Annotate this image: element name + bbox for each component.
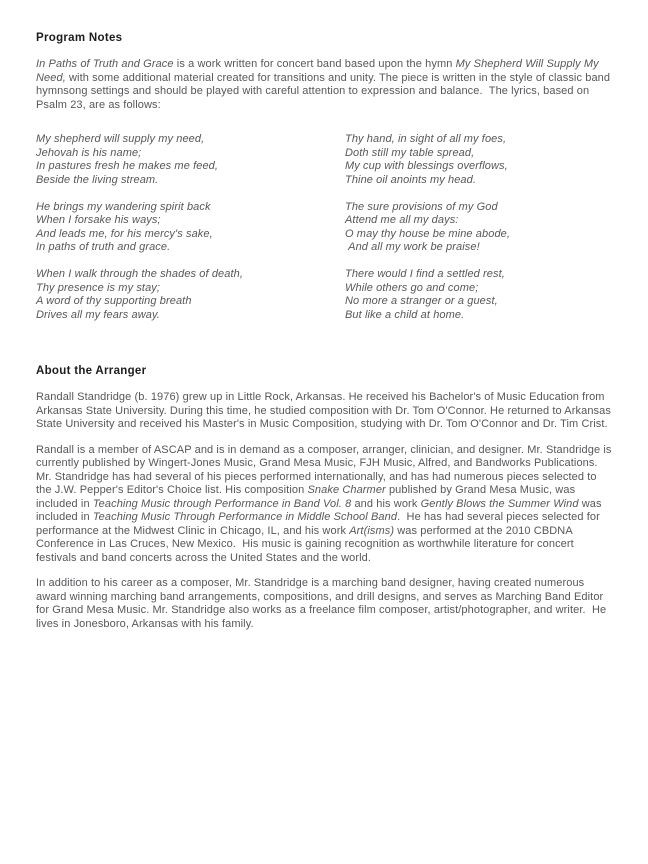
- program-notes-intro: [36, 58, 612, 112]
- lyrics-column-right: [345, 133, 612, 322]
- text-segment: was included in: [36, 497, 605, 523]
- lyrics-line: A word of thy supporting breath: [36, 295, 192, 307]
- lyrics-line: Thy presence is my stay;: [36, 281, 161, 294]
- lyrics-line: He brings my wandering spirit back: [36, 200, 211, 213]
- text-segment: was performed at the 2010 CBDNA Conference in Las Cruces, New Mexico. His music is gaining recognition as worthwhile literature for concert festivals and band concerts across the United States and the world.: [36, 524, 577, 564]
- lyrics-line: My shepherd will supply my need,: [36, 133, 205, 145]
- italic-text-segment: Snake Charmer: [307, 484, 386, 496]
- lyrics-line: And all my work be praise!: [345, 241, 480, 253]
- italic-text-segment: Teaching Music Through Performance in Middle School Band: [92, 511, 398, 523]
- italic-text-segment: My Shepherd Will Supply My Need,: [36, 58, 602, 84]
- lyrics-line: The sure provisions of my God: [345, 200, 498, 213]
- lyrics-line: O may thy house be mine abode,: [345, 227, 511, 240]
- about-arranger-heading: About the Arranger: [36, 365, 147, 377]
- lyrics-stanza: [345, 268, 612, 322]
- text-segment: and his work: [351, 497, 421, 510]
- text-segment: Randall is a member of ASCAP and is in demand as a composer, arranger, clinician, and designer. Mr. Standridge is currently published by Wingert-Jones Music, Grand Mesa Music, FJH Music, Alfred, and Bandworks Publications. Mr. Standridge has had several of his pieces performed internationally, and has had numerous pieces selected to the J.W. Pepper's Editor's Choice list. His composition: [36, 443, 615, 496]
- lyrics-line: Beside the living stream.: [36, 173, 159, 186]
- lyrics-line: And leads me, for his mercy's sake,: [36, 227, 213, 240]
- italic-text-segment: Art(isms): [349, 524, 395, 537]
- about-paragraph-1: [36, 391, 615, 432]
- text-segment: published by Grand Mesa Music, was included in: [36, 484, 579, 510]
- lyrics-line: Attend me all my days:: [345, 214, 459, 226]
- lyrics-line: When I walk through the shades of death,: [36, 268, 244, 280]
- lyrics-line: While others go and come;: [345, 281, 479, 294]
- lyrics-line: There would I find a settled rest,: [345, 268, 505, 280]
- lyrics-line: Thy hand, in sight of all my foes,: [345, 133, 507, 145]
- lyrics-line: In pastures fresh he makes me feed,: [36, 160, 219, 172]
- lyrics-stanza: [36, 268, 345, 322]
- lyrics-stanza: [345, 133, 612, 187]
- lyrics-line: Thine oil anoints my head.: [345, 173, 477, 186]
- lyrics-stanza: [36, 201, 345, 255]
- text-segment: . He has had several pieces selected for performance at the Midwest Clinic in Chicago, IL, and his work: [36, 511, 604, 537]
- italic-text-segment: In Paths of Truth and Grace: [36, 58, 174, 70]
- lyrics-column-left: [36, 133, 345, 322]
- lyrics-line: Drives all my fears away.: [36, 308, 160, 321]
- program-notes-heading: Program Notes: [36, 32, 123, 44]
- text-segment: Randall Standridge (b. 1976) grew up in Little Rock, Arkansas. He received his Bachelor's of Music Education from Arkansas State University. During this time, he studied composition with Dr. Tom O'Connor. He returned to Arkansas State University and received his Master's in Music Composition, studying with Dr. Tom O'Connor and Dr. Tim Crist.: [36, 391, 615, 430]
- text-segment: with some additional material created for transitions and unity. The piece is written in the style of classic band hymnsong settings and should be played with careful attention to expression and balance. The lyrics, based on Psalm 23, are as follows:: [36, 71, 614, 111]
- lyrics-section: [36, 133, 612, 322]
- about-paragraph-2: [36, 443, 615, 566]
- lyrics-line: When I forsake his ways;: [36, 214, 161, 226]
- about-paragraph-3: [36, 577, 612, 631]
- lyrics-stanza: [36, 133, 345, 187]
- lyrics-stanza: [345, 201, 612, 255]
- lyrics-line: Doth still my table spread,: [345, 146, 475, 159]
- lyrics-line: But like a child at home.: [345, 308, 465, 321]
- italic-text-segment: Teaching Music through Performance in Band Vol. 8: [92, 497, 352, 510]
- lyrics-line: Jehovah is his name;: [36, 146, 142, 159]
- text-segment: In addition to his career as a composer, Mr. Standridge is a marching band designer, having created numerous award winning marching band arrangements, compositions, and drill designs, and serves as Marching Band Editor for Grand Mesa Music. Mr. Standridge also works as a freelance film composer, artist/photographer, and writer. He lives in Jonesboro, Arkansas with his family.: [36, 577, 610, 630]
- text-segment: is a work written for concert band based upon the hymn: [173, 58, 456, 70]
- lyrics-line: No more a stranger or a guest,: [345, 295, 498, 307]
- italic-text-segment: Gently Blows the Summer Wind: [420, 497, 579, 510]
- lyrics-line: In paths of truth and grace.: [36, 241, 171, 253]
- lyrics-line: My cup with blessings overflows,: [345, 160, 508, 172]
